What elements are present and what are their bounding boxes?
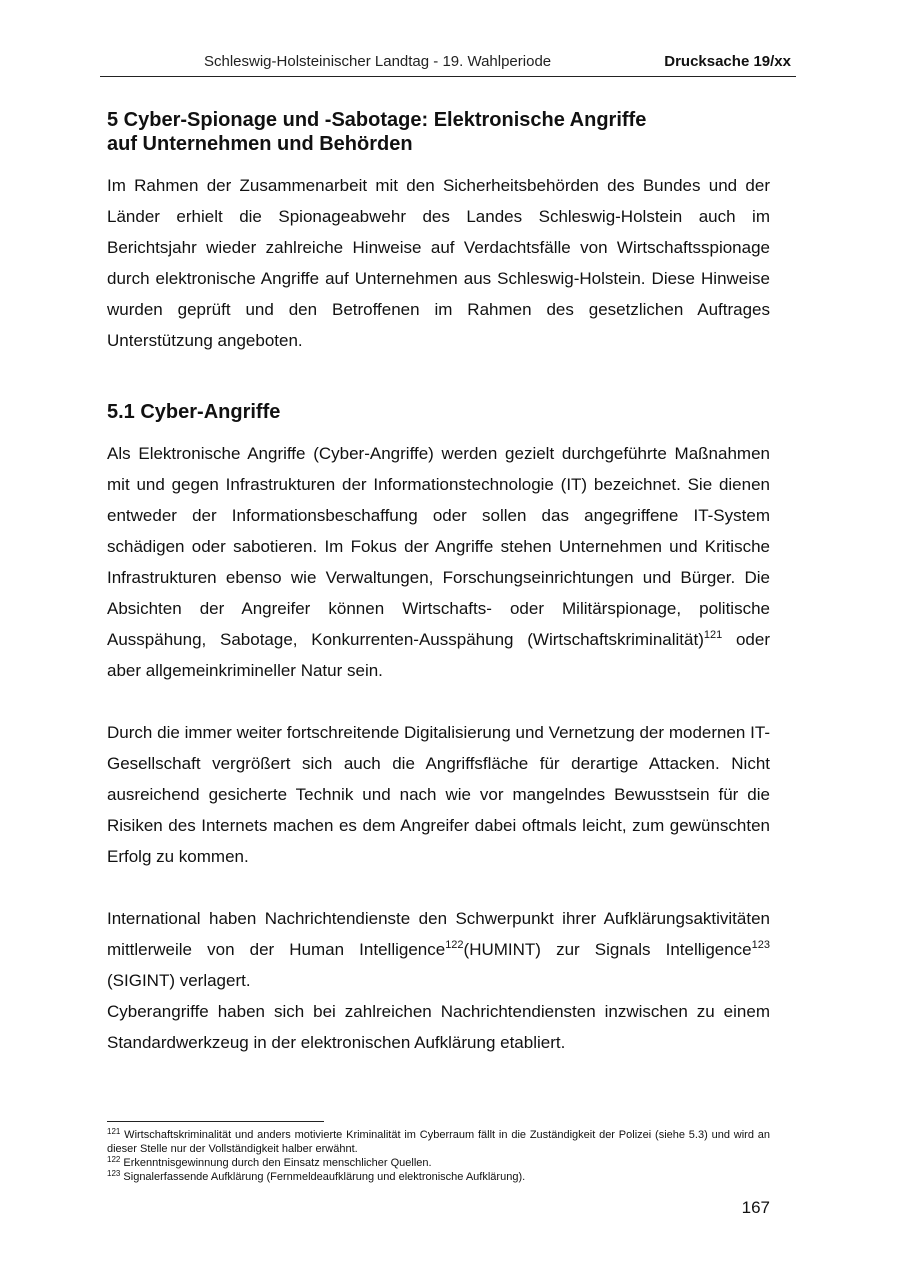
section-5-heading bbox=[107, 108, 770, 156]
section-5-1-heading: 5.1 Cyber-Angriffe bbox=[107, 401, 281, 423]
footnotes bbox=[107, 1128, 770, 1184]
section-5-heading-line1: 5 Cyber-Spionage und -Sabotage: Elektronische Angriffe bbox=[107, 109, 647, 131]
paragraph-text: Als Elektronische Angriffe (Cyber-Angriffe) werden gezielt durchgeführte Maßnahmen mit und gegen Infrastrukturen der Informationstechnologie (IT) bezeichnet. Sie dienen entweder der Informationsbeschaffung oder sollen das angegriffene IT-System schädigen oder sabotieren. Im Fokus der Angriffe stehen Unternehmen und Kritische Infrastrukturen ebenso wie Verwaltungen, Forschungseinrichtungen und Bürger. Die Absichten der Angreifer können Wirtschafts- oder Militärspionage, politische Ausspähung, Sabotage, Konkurrenten-Ausspähung (Wirtschaftskriminalität) bbox=[107, 444, 770, 649]
section-5-1-paragraph-4: Cyberangriffe haben sich bei zahlreichen Nachrichtendiensten inzwischen zu einem Standardwerkzeug in der elektronischen Aufklärung etabliert. bbox=[107, 1002, 770, 1052]
section-5-1-paragraph-1 bbox=[107, 438, 770, 686]
footnote-121 bbox=[107, 1128, 770, 1156]
section-5-1-paragraph-2: Durch die immer weiter fortschreitende Digitalisierung und Vernetzung der modernen IT-Gesellschaft vergrößert sich auch die Angriffsfläche für derartige Attacken. Nicht ausreichend gesicherte Technik und nach wie vor mangelndes Bewusstsein für die Risiken des Internets machen es dem Angreifer dabei oftmals leicht, zum gewünschten Erfolg zu kommen. bbox=[107, 723, 770, 866]
paragraph-text: oder aber allgemeinkrimineller Natur sein. bbox=[107, 630, 770, 680]
footnote-ref-122[interactable]: 122 bbox=[445, 939, 464, 951]
footnote-divider bbox=[107, 1121, 324, 1122]
paragraph-text: (HUMINT) zur Signals Intelligence bbox=[463, 940, 752, 959]
footnote-text: Signalerfassende Aufklärung (Fernmeldeaufklärung und elektronische Aufklärung). bbox=[120, 1171, 526, 1183]
footnote-ref-121[interactable]: 121 bbox=[703, 629, 723, 641]
footnote-number: 123 bbox=[107, 1169, 121, 1178]
section-5-1-paragraph-3 bbox=[107, 903, 770, 996]
page-number: 167 bbox=[741, 1198, 770, 1217]
footnote-text: Erkenntnisgewinnung durch den Einsatz menschlicher Quellen. bbox=[120, 1157, 432, 1169]
main-content bbox=[107, 108, 770, 1058]
section-5-paragraph: Im Rahmen der Zusammenarbeit mit den Sicherheitsbehörden des Bundes und der Länder erhielt die Spionageabwehr des Landes Schleswig-Holstein auch im Berichtsjahr wieder zahlreiche Hinweise auf Verdachtsfälle von Wirtschaftsspionage durch elektronische Angriffe auf Unternehmen aus Schleswig-Holstein. Diese Hinweise wurden geprüft und den Betroffenen im Rahmen des gesetzlichen Auftrages Unterstützung angeboten. bbox=[107, 176, 770, 350]
paragraph-text: International haben Nachrichtendienste den Schwerpunkt ihrer Aufklärungsaktivitäten mittlerweile von der Human Intelligence bbox=[107, 909, 770, 959]
footnote-122 bbox=[107, 1156, 770, 1170]
section-5-heading-line2: auf Unternehmen und Behörden bbox=[107, 133, 413, 155]
header-document-ref: Drucksache 19/xx bbox=[664, 53, 791, 70]
paragraph-text: (SIGINT) verlagert. bbox=[107, 971, 251, 990]
footnote-ref-123[interactable]: 123 bbox=[751, 939, 770, 951]
footnote-number: 121 bbox=[107, 1127, 121, 1136]
footnote-text: Wirtschaftskriminalität und anders motivierte Kriminalität im Cyberraum fällt in die Zuständigkeit der Polizei (siehe 5.3) und wird an dieser Stelle nur der Vollständigkeit halber erwähnt. bbox=[107, 1129, 770, 1155]
footnote-123 bbox=[107, 1170, 770, 1184]
header-title: Schleswig-Holsteinischer Landtag - 19. Wahlperiode bbox=[204, 53, 552, 70]
footnote-number: 122 bbox=[107, 1155, 121, 1164]
page-header bbox=[100, 50, 796, 77]
